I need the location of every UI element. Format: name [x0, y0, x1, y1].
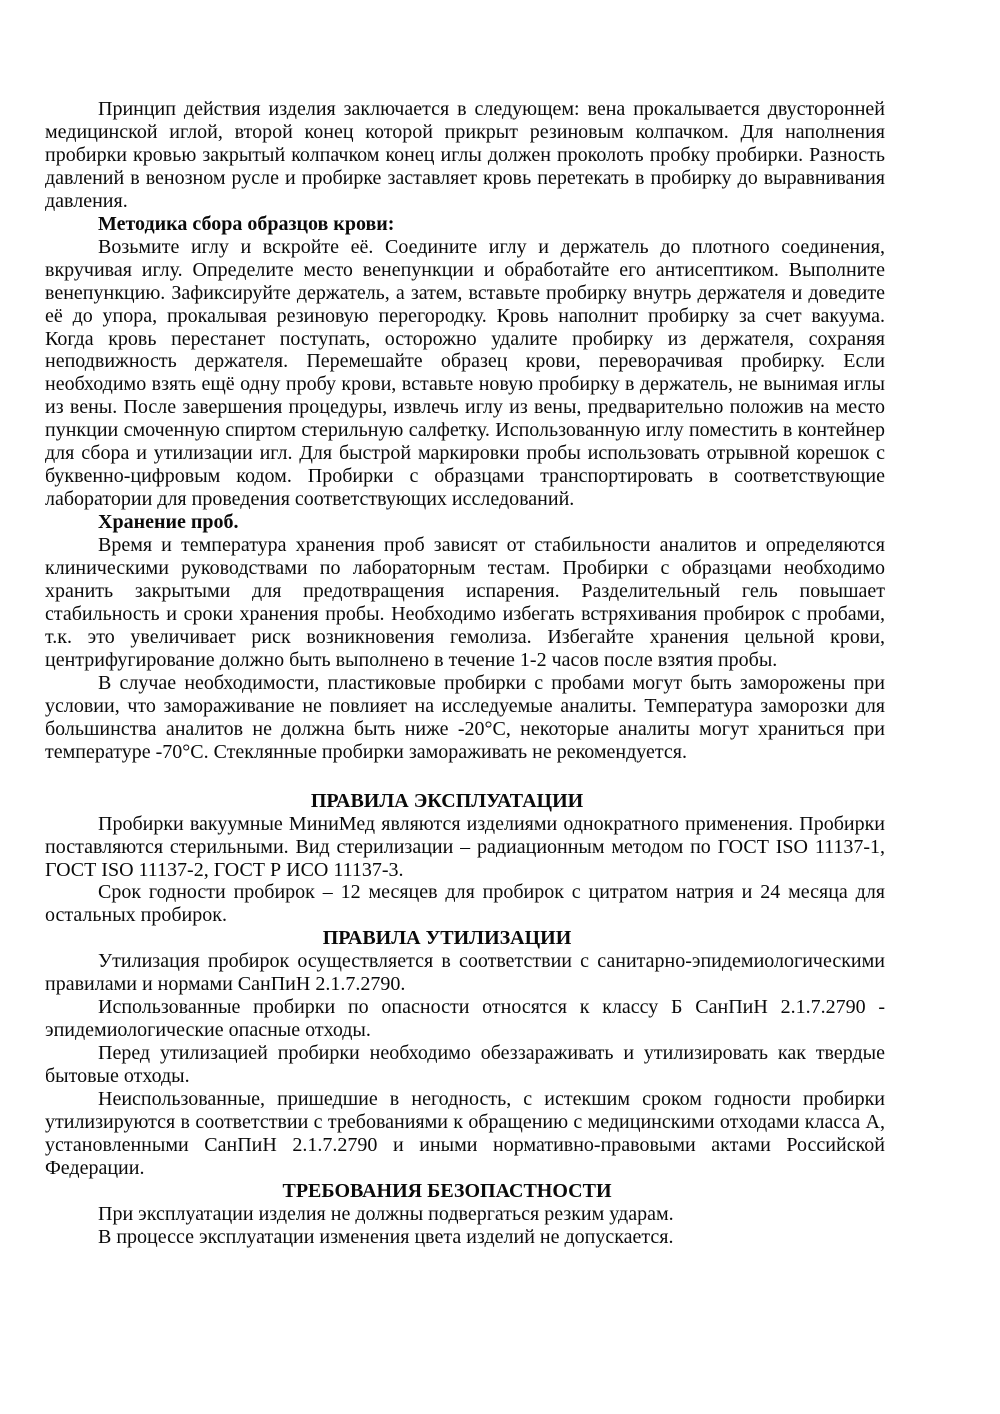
section-heading: ПРАВИЛА УТИЛИЗАЦИИ	[322, 927, 572, 950]
paragraph: Принцип действия изделия заключается в следующем: вена прокалывается двусторонней медицинской иглой, второй конец которой прикрыт резиновым колпачком. Для наполнения пробирки кровью закрытый колпачком конец иглы должен проколоть пробку пробирки. Разность давлений в венозном русле и пробирке заставляет кровь перетекать в пробирку до выравнивания давления.	[45, 98, 885, 212]
paragraph: При эксплуатации изделия не должны подвергаться резким ударам.	[98, 1202, 674, 1225]
paragraph: Срок годности пробирок – 12 месяцев для пробирок с цитратом натрия и 24 месяца для остальных пробирок.	[45, 881, 885, 927]
document-body	[45, 98, 885, 1249]
paragraph: Возьмите иглу и вскройте её. Соедините иглу и держатель до плотного соединения, вкручивая иглу. Определите место венепункции и обработайте его антисептиком. Выполните венепункцию. Зафиксируйте держатель, а затем, вставьте пробирку внутрь держателя и доведите её до упора, прокалывая резиновую перегородку. Кровь наполнит пробирку за счет вакуума. Когда кровь перестанет поступать, осторожно удалите пробирку из держателя, сохраняя неподвижность держателя. Перемешайте образец крови, переворачивая пробирку. Если необходимо взять ещё одну пробу крови, вставьте новую пробирку в держатель, не вынимая иглы из вены. После завершения процедуры, извлечь иглу из вены, предварительно положив на место пункции смоченную спиртом стерильную салфетку. Использованную иглу поместить в контейнер для сбора и утилизации игл. Для быстрой маркировки пробы использовать отрывной корешок с буквенно-цифровым кодом. Пробирки с образцами транспортировать в соответствующие лаборатории для проведения соответствующих исследований.	[45, 235, 885, 511]
paragraph: В процессе эксплуатации изменения цвета изделий не допускается.	[98, 1225, 674, 1248]
paragraph: Утилизация пробирок осуществляется в соответствии с санитарно-эпидемиологическими правилами и нормами СанПиН 2.1.7.2790.	[45, 950, 885, 996]
paragraph: Время и температура хранения проб зависят от стабильности аналитов и определяются клиническими руководствами по лабораторным тестам. Пробирки с образцами необходимо хранить закрытыми для предотвращения испарения. Разделительный гель повышает стабильность и сроки хранения пробы. Необходимо избегать встряхивания пробирок с пробами, т.к. это увеличивает риск возникновения гемолиза. Избегайте хранения цельной крови, центрифугирование должно быть выполнено в течение 1-2 часов после взятия пробы.	[45, 534, 885, 671]
paragraph: Использованные пробирки по опасности относятся к классу Б СанПиН 2.1.7.2790 - эпидемиологические опасные отходы.	[45, 996, 885, 1042]
paragraph: В случае необходимости, пластиковые пробирки с пробами могут быть заморожены при условии, что замораживание не повлияет на исследуемые аналиты. Температура заморозки для большинства аналитов не должна быть ниже -20°С, некоторые аналиты могут храниться при температуре -70°С. Стеклянные пробирки замораживать не рекомендуется.	[45, 671, 885, 763]
subsection-heading: Методика сбора образцов крови:	[98, 212, 395, 235]
paragraph: Перед утилизацией пробирки необходимо обеззараживать и утилизировать как твердые бытовые отходы.	[45, 1042, 885, 1088]
section-heading: ТРЕБОВАНИЯ БЕЗОПАСТНОСТИ	[282, 1179, 612, 1202]
paragraph: Пробирки вакуумные МиниМед являются изделиями однократного применения. Пробирки поставляются стерильными. Вид стерилизации – радиационным методом по ГОСТ ISO 11137-1, ГОСТ ISO 11137-2, ГОСТ Р ИСО 11137-3.	[45, 812, 885, 881]
paragraph: Неиспользованные, пришедшие в негодность, с истекшим сроком годности пробирки утилизируются в соответствии с требованиями к обращению с медицинскими отходами класса А, установленными СанПиН 2.1.7.2790 и иными нормативно-правовыми актами Российской Федерации.	[45, 1088, 885, 1179]
section-heading: ПРАВИЛА ЭКСПЛУАТАЦИИ	[310, 789, 584, 812]
subsection-heading: Хранение проб.	[98, 511, 239, 534]
